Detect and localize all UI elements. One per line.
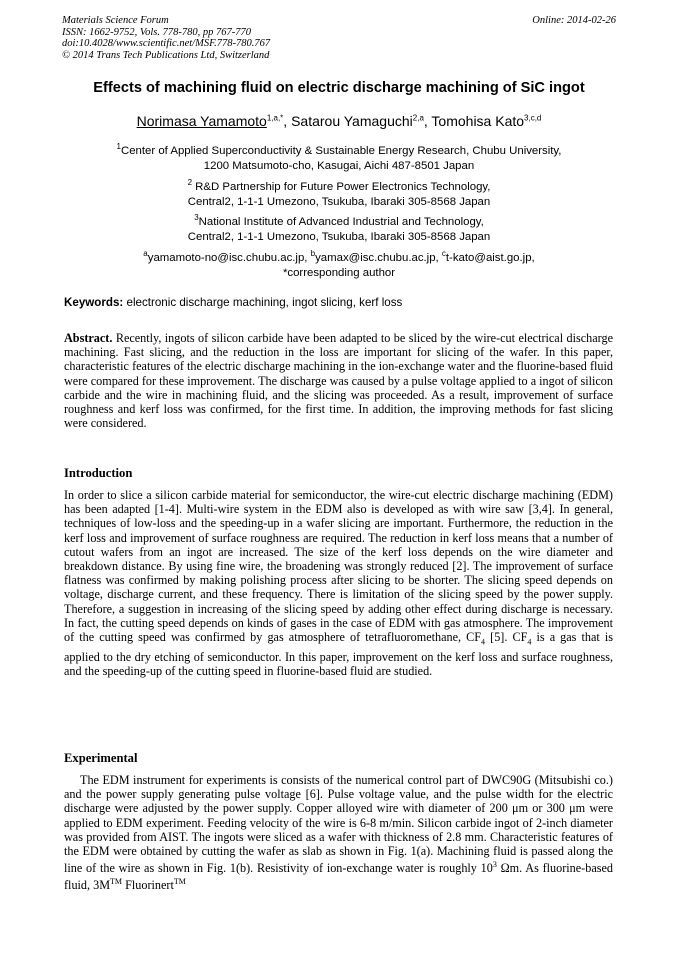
aff2-sup: 2 — [187, 178, 193, 187]
author-3: Tomohisa Kato — [431, 113, 525, 129]
aff3-sup: 3 — [194, 213, 199, 222]
abstract-label: Abstract. — [64, 331, 113, 345]
aff3-line1: National Institute of Advanced Industrial and Technology, — [198, 215, 484, 228]
intro-text-2: [5]. CF — [485, 630, 528, 645]
online-date: Online: 2014-02-26 — [532, 15, 616, 26]
author-2: Satarou Yamaguchi — [291, 113, 413, 129]
abstract-text: Recently, ingots of silicon carbide have been adapted to be sliced by the wire-cut electrical discharge machining. Fast slicing, and the reduction in the loss are important for slicing of the wafer. In this paper, characteristic features of the electric discharge machining in the ion-exchange water and the fluorine-based fluid were compared for these improvement. The discharge was caused by a pulse voltage applied to a ingot of silicon carbide and the wire in machining fluid, and the slicing was proceeded. As a result, improvement of surface roughness and kerf loss was confirmed, for the first time. In addition, the improving methods for fast slicing were considered. — [64, 331, 613, 431]
experimental-heading: Experimental — [64, 751, 138, 765]
exp-sup-3: TM — [173, 877, 186, 887]
issn-line: ISSN: 1662-9752, Vols. 778-780, pp 767-770 — [62, 26, 251, 38]
intro-text-3: is a gas that is applied to the dry etching of semiconductor. In this paper, improvement on the kerf loss and surface roughness, and the speeding-up of the cutting speed in fluorine-based fluid are studied. — [64, 630, 614, 678]
corresponding-note: *corresponding author — [282, 267, 396, 280]
aff3-line2: Central2, 1-1-1 Umezono, Tsukuba, Ibaraki 305-8568 Japan — [187, 231, 491, 244]
journal-name: Materials Science Forum — [62, 15, 169, 26]
aff1-line1: Center of Applied Superconductivity & Sustainable Energy Research, Chubu University, — [120, 144, 562, 157]
intro-sub-2: 4 — [527, 637, 532, 647]
exp-text-2: Ωm. As fluorine-based fluid, 3M — [64, 861, 613, 893]
copyright-line: © 2014 Trans Tech Publications Ltd, Switzerland — [62, 49, 270, 61]
email-a: yamamoto-no@isc.chubu.ac.jp, — [147, 251, 311, 264]
exp-sup-1: 3 — [492, 860, 497, 870]
paper-title: Effects of machining fluid on electric discharge machining of SiC ingot — [93, 80, 585, 96]
author-2-sup: 2,a — [412, 113, 424, 123]
aff2-line2: Central2, 1-1-1 Umezono, Tsukuba, Ibaraki 305-8568 Japan — [187, 196, 491, 209]
abstract — [64, 331, 613, 430]
email-a-sup: a — [143, 249, 148, 258]
doi-line: doi:10.4028/www.scientific.net/MSF.778-780.767 — [62, 38, 271, 50]
affiliation-1 — [40, 139, 638, 175]
author-1: Norimasa Yamamoto — [136, 113, 267, 129]
exp-text-3: Fluorinert — [122, 878, 174, 893]
author-1-sup: 1,a,* — [266, 113, 284, 123]
aff2-line1: R&D Partnership for Future Power Electronics Technology, — [192, 180, 491, 193]
exp-sup-2: TM — [110, 877, 123, 887]
email-block — [40, 246, 638, 282]
author-3-sup: 3,c,d — [524, 113, 542, 123]
intro-text-1: In order to slice a silicon carbide material for semiconductor, the wire-cut electric discharge machining (EDM) has been adapted [1-4]. Multi-wire system in the EDM also is developed as with wire saw [3,4]. In general, techniques of low-loss and the speeding-up in a wafer slicing are important. Furthermore, the reduction in the kerf loss and improvement of surface roughness are required. The reduction in kerf loss means that a number of cutout wafers from an ingot are increased. The size of the kerf loss depends on the wire diameter and breakdown distance. By using fine wire, the broadening was strongly reduced [2]. The improvement of surface flatness was confirmed by making polishing process after slicing to be shorter. The slicing speed depends on voltage, discharge current, and these frequency. There is limitation of the slicing speed by the power supply. Therefore, a suggestion in increasing of the slicing speed by adding other effect during discharge is necessary. In fact, the cutting speed depends on kinds of gases in the case of EDM with gas atmosphere. The improvement of the cutting speed was confirmed by gas atmosphere of tetrafluoromethane, CF — [64, 488, 613, 645]
email-b-sup: b — [310, 249, 316, 258]
keywords-text: electronic discharge machining, ingot slicing, kerf loss — [123, 296, 403, 309]
journal-header — [62, 15, 616, 61]
keywords — [64, 296, 624, 309]
exp-text-1: The EDM instrument for experiments is consists of the numerical control part of DWC90G (Mitsubishi co.) and the power supply generating pulse voltage [6]. Pulse voltage value, and the pulse width for the electric discharge were adjusted by the power supply. Copper alloyed wire with diameter of 200 μm or 300 μm were applied to EDM experiment. Feeding velocity of the wire is 6-8 m/min. Silicon carbide ingot of 2-inch diameter was provided from AIST. The ingots were sliced as a wafer with thickness of 2.8 mm. Characteristic features of the EDM were obtained by cutting the wafer as slab as shown in Fig. 1(a). Machining fluid is passed along the line of the wire as shown in Fig. 1(b). Resistivity of ion-exchange water is roughly 10 — [64, 773, 613, 876]
author-list: Norimasa Yamamoto$^{1,a,*}$, Satarou Yamaguchi$^{2,a}$, Tomohisa Kato$^{3,c,d}$ — [136, 113, 542, 129]
introduction-heading: Introduction — [64, 466, 133, 480]
email-c: t-kato@aist.go.jp, — [445, 251, 535, 264]
keywords-label: Keywords: — [64, 296, 124, 309]
email-b: yamax@isc.chubu.ac.jp, — [315, 251, 442, 264]
affiliation-2 — [40, 175, 638, 211]
experimental-paragraph — [64, 773, 613, 893]
introduction-paragraph — [64, 488, 613, 678]
aff1-line2: 1200 Matsumoto-cho, Kasugai, Aichi 487-8501 Japan — [203, 160, 475, 173]
aff1-sup: 1 — [116, 142, 121, 151]
affiliation-3 — [40, 210, 638, 246]
email-c-sup: c — [441, 249, 446, 258]
intro-sub-1: 4 — [481, 637, 486, 647]
